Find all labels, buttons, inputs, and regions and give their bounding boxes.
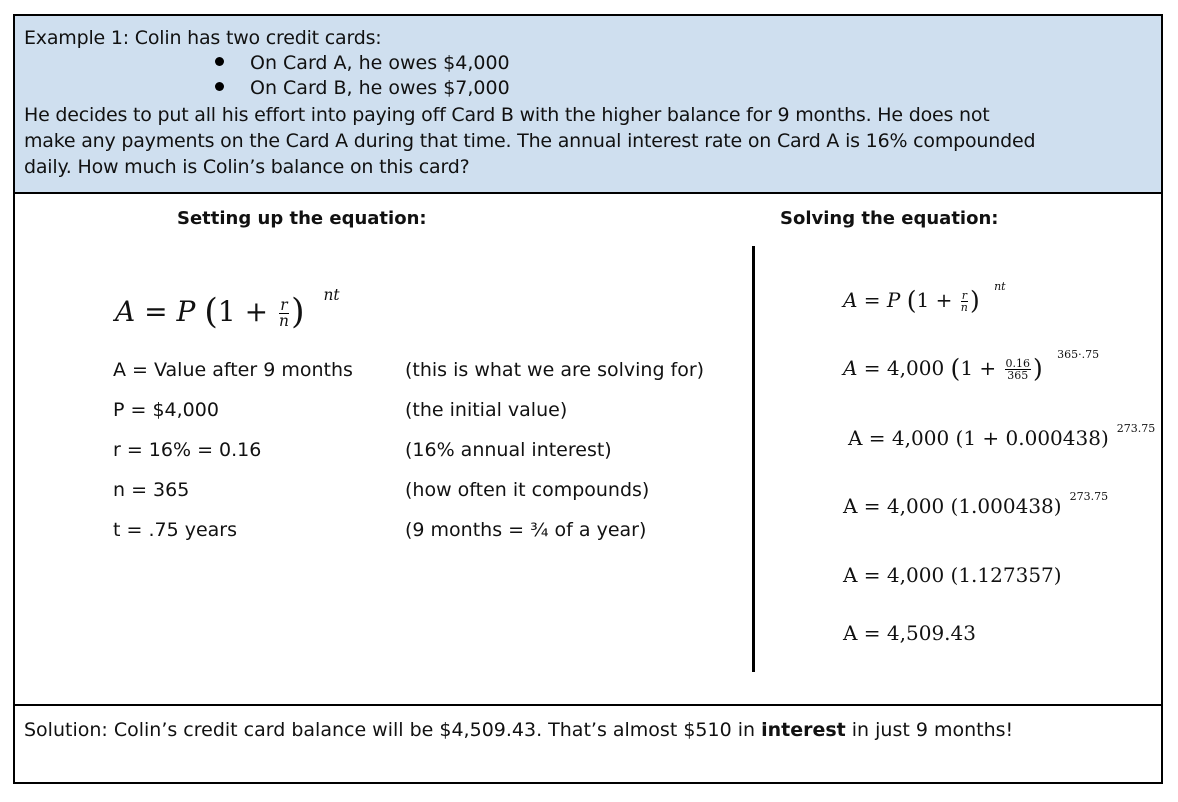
variable-note: (this is what we are solving for) bbox=[405, 359, 705, 381]
setup-heading: Setting up the equation: bbox=[177, 208, 427, 229]
problem-intro: Example 1: Colin has two credit cards: bbox=[24, 27, 382, 49]
solution-box bbox=[15, 704, 1161, 782]
solve-step-5: A = 4,000 (1.127357) bbox=[843, 563, 1062, 587]
fraction: $\frac{0.16}{365}$ bbox=[1005, 357, 1031, 382]
solution-text: Solution: Colin’s credit card balance will be $4,509.43. That’s almost $510 in interest in just 9 months! bbox=[24, 719, 1014, 741]
bullet-item-card-b: On Card B, he owes $7,000 bbox=[215, 76, 510, 101]
problem-line-1: He decides to put all his effort into paying off Card B with the higher balance for 9 months. He does not bbox=[24, 104, 990, 126]
solve-heading: Solving the equation: bbox=[780, 208, 999, 229]
work-area bbox=[15, 194, 1161, 704]
variable-note: (16% annual interest) bbox=[405, 439, 612, 461]
compound-interest-formula: A = P (1 + $\frac{r}{n}$ ) $^{nt}$ bbox=[115, 286, 340, 332]
column-divider bbox=[752, 246, 755, 672]
variable-note: (how often it compounds) bbox=[405, 479, 650, 501]
fraction: $\frac{r}{n}$ bbox=[960, 289, 968, 314]
variable-def: n = 365 bbox=[113, 479, 190, 501]
solve-step-1: A = P (1 + $\frac{r}{n}$ ) $^{nt}$ bbox=[843, 280, 1006, 315]
variable-def: r = 16% = 0.16 bbox=[113, 439, 262, 461]
problem-line-3: daily. How much is Colin’s balance on this card? bbox=[24, 156, 470, 178]
solve-step-4: A = 4,000 (1.000438) $^{273.75}$ bbox=[843, 490, 1109, 518]
bullet-item-card-a: On Card A, he owes $4,000 bbox=[215, 51, 510, 76]
example-card bbox=[13, 14, 1163, 784]
solve-step-2: A = 4,000 (1 + $\frac{0.16}{365}$ ) $^{365\cdot.75}$ bbox=[843, 348, 1100, 383]
variable-def: P = $4,000 bbox=[113, 399, 219, 421]
solve-step-6: A = 4,509.43 bbox=[843, 621, 976, 645]
fraction: $\frac{r}{n}$ bbox=[279, 295, 289, 330]
variable-def: t = .75 years bbox=[113, 519, 237, 541]
variable-note: (9 months = ¾ of a year) bbox=[405, 519, 647, 541]
bullet-icon bbox=[215, 82, 224, 91]
variable-note: (the initial value) bbox=[405, 399, 568, 421]
solve-step-3: A = 4,000 (1 + 0.000438) $^{273.75}$ bbox=[848, 422, 1156, 450]
variable-def: A = Value after 9 months bbox=[113, 359, 353, 381]
problem-line-2: make any payments on the Card A during that time. The annual interest rate on Card A is 16% compounded bbox=[24, 130, 1036, 152]
problem-statement bbox=[15, 16, 1161, 194]
bullet-icon bbox=[215, 57, 224, 66]
